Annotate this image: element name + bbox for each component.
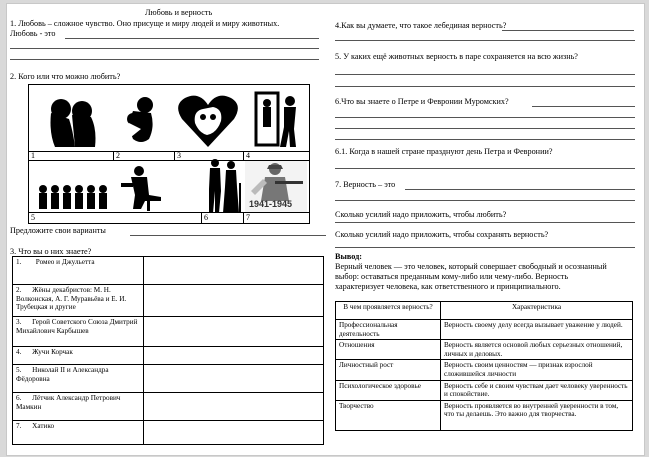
cell-divider: [113, 151, 114, 160]
cell-divider: [243, 212, 244, 223]
image-number: 5: [31, 213, 35, 222]
table-row: 6. Лётчик Александр Петрович Мамкин: [13, 393, 144, 421]
conclusion-label: Вывод:: [335, 252, 362, 261]
answer-line[interactable]: [532, 106, 635, 107]
table-row-desc: Верность себе и своим чувствам дает человеку уверенность и спокойствие.: [441, 380, 633, 400]
answer-cell[interactable]: [144, 257, 324, 285]
poster-year-text: 1941-1945: [249, 199, 293, 209]
answer-line[interactable]: [10, 48, 319, 49]
table-row: 1. Ромео и Джульетта: [13, 257, 144, 285]
cell-divider: [174, 151, 175, 160]
table-row-area: Творчество: [336, 400, 441, 430]
image-grid: [28, 84, 310, 224]
answer-cell[interactable]: [144, 393, 324, 421]
table-row-desc: Верность своему делу всегда вызывает уважение у людей.: [441, 320, 633, 340]
image-number: 3: [177, 151, 181, 160]
loyalty-table: [335, 301, 633, 431]
question-1-fill-label: Любовь - это: [10, 29, 56, 38]
worksheet-page: [6, 3, 645, 456]
answer-cell[interactable]: [144, 421, 324, 445]
table-header: Характеристика: [441, 302, 633, 320]
mother-child-icon: [119, 95, 165, 147]
answer-line[interactable]: [335, 74, 635, 75]
table-row-area: Личностный рост: [336, 360, 441, 380]
answer-line[interactable]: [502, 30, 634, 31]
image-number: 1: [31, 151, 35, 160]
answer-line[interactable]: [335, 247, 635, 248]
question-5: 5. У каких ещё животных верность в паре сохраняется на всю жизнь?: [335, 52, 578, 61]
reading-children-icon: [35, 165, 165, 211]
table-row: 4. Жучи Корчак: [13, 347, 144, 365]
answer-line[interactable]: [335, 139, 635, 140]
row-divider: [29, 212, 309, 213]
table-row-desc: Верность является основой любых серьезных отношений, личных и деловых.: [441, 340, 633, 360]
answer-line[interactable]: [335, 40, 635, 41]
table-row: 5. Николай II и Александра Фёдоровна: [13, 365, 144, 393]
question-7: 7. Верность – это: [335, 180, 396, 189]
image-number: 6: [204, 213, 208, 222]
question-6-1: 6.1. Когда в нашей стране празднуют день Петра и Февронии?: [335, 147, 553, 156]
answer-line[interactable]: [335, 200, 635, 201]
answer-cell[interactable]: [144, 365, 324, 393]
image-number: 2: [116, 151, 120, 160]
victory-poster-image: [245, 161, 307, 212]
row-divider: [29, 151, 309, 152]
question-loyalty-effort: Сколько усилий надо приложить, чтобы сохранять верность?: [335, 230, 549, 239]
answer-line[interactable]: [335, 222, 635, 223]
image-number: 4: [246, 151, 250, 160]
cell-divider: [243, 151, 244, 160]
suggest-label: Предложите свои варианты: [10, 226, 106, 235]
table-header: В чем проявляется верность?: [336, 302, 441, 320]
table-row-desc: Верность проявляется во внутренней уверенности в том, что ты делаешь. Это важно для творчества.: [441, 400, 633, 430]
answer-line[interactable]: [335, 117, 635, 118]
table-row: 3. Герой Советского Союза Дмитрий Михайлович Карбышев: [13, 317, 144, 347]
table-row: 2. Жёны декабристов: М. Н. Волконская, А. Г. Муравьёва и Е. И. Трубецкая и другие: [13, 285, 144, 317]
question-6: 6.Что вы знаете о Петре и Февронии Муромских?: [335, 97, 509, 106]
elderly-couple-icon: [205, 157, 243, 213]
answer-line[interactable]: [335, 128, 635, 129]
page-title: Любовь и верность: [145, 8, 213, 17]
question-2: 2. Кого или что можно любить?: [10, 72, 121, 81]
table-row-desc: Верность своим ценностям — признак взрослой сложившейся личности: [441, 360, 633, 380]
answer-line[interactable]: [405, 189, 635, 190]
answer-cell[interactable]: [144, 285, 324, 317]
table-row: 7. Хатико: [13, 421, 144, 445]
answer-line[interactable]: [335, 168, 635, 169]
image-number: 7: [246, 213, 250, 222]
question-1: 1. Любовь – сложное чувство. Оно присуще и миру людей и миру животных.: [10, 19, 280, 28]
question-3: 3. Что вы о них знаете?: [10, 247, 92, 256]
answer-line[interactable]: [10, 59, 319, 60]
table-row-area: Отношения: [336, 340, 441, 360]
cell-divider: [201, 212, 202, 223]
table-row-area: Психологическое здоровье: [336, 380, 441, 400]
answer-line[interactable]: [130, 235, 326, 236]
heart-dog-icon: [177, 93, 239, 149]
question-4: 4.Как вы думаете, что такое лебединая верность?: [335, 21, 507, 30]
table-row-area: Профессиональная деятельность: [336, 320, 441, 340]
answer-cell[interactable]: [144, 347, 324, 365]
answer-line[interactable]: [335, 86, 635, 87]
couple-silhouette-icon: [45, 93, 99, 147]
answer-line[interactable]: [65, 38, 319, 39]
man-mirror-icon: [252, 89, 302, 149]
conclusion-text: Верный человек — это человек, который совершает свободный и осознанный: [335, 262, 607, 271]
question-love-effort: Сколько усилий надо приложить, чтобы любить?: [335, 210, 507, 219]
people-table: [12, 256, 324, 445]
answer-cell[interactable]: [144, 317, 324, 347]
conclusion-text: характеризует человека, как ответственного и принципиального.: [335, 282, 561, 291]
conclusion-text: выбор: оставаться преданным кому-либо или чему-либо. Верность: [335, 272, 569, 281]
